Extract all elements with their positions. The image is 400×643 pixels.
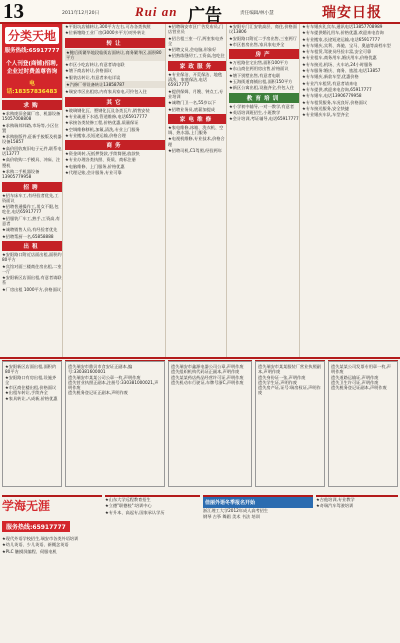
ad-item: ★专业搬家,长途短途运输,电话65917777 (302, 36, 380, 42)
ad-item: ★厂房出租 1000平方,价格面议 (2, 286, 61, 292)
notice-item: 遗失税务登记证正副本,声明作废 (68, 390, 128, 396)
language-school-banner: 佳丽外语冬季报名开始 (203, 497, 313, 508)
section-title: 广告 (188, 6, 222, 25)
ad-item: ★塘下别墅出售,有意者电联 (229, 72, 281, 78)
column-1 (2, 24, 63, 357)
notice-item: 遗失身份证一张,声明作废 (258, 374, 306, 380)
ad-item: ★玉海街道商铺出租,面积150平方 (229, 79, 293, 85)
ad-item: ★专升本、高起专,国家承认学历 (105, 509, 165, 515)
lower-column-5 (328, 360, 398, 493)
ad-item: ★专车接送服务,安全快捷 (302, 105, 349, 111)
notice-item: 遗失瑞安市鼎贝市食安证正副本,编号:330381600001 (68, 364, 133, 375)
category-header: 转让 (65, 38, 165, 48)
lower-column-4 (255, 360, 325, 493)
ad-item: ★鲍后街繁华地段临街店面转让,商务繁华区,面积80平方 (65, 49, 165, 62)
ad-item: ★塘下商店转让,价格面议 (65, 68, 112, 74)
ad-item: ★平阳坑店铺转让,300平方左右,可办各类执照 (65, 24, 151, 29)
notice-item: 遗失道路运输证,声明作废 (331, 374, 379, 380)
edition-name: Rui an (135, 4, 178, 19)
ad-item: ★招聘帮厨一名,65858888 (2, 233, 54, 239)
ad-item: 浙江理工大学2012年成人高考招生 (203, 508, 269, 513)
notice-item: 遗失税务登记证副本,声明作废 (331, 385, 387, 391)
ad-item: ★专车婚庆,宾利、奔驰、宝马、奥迪等高档车型 (302, 42, 391, 48)
education-column-3 (203, 495, 313, 643)
ad-item: ★专业婚庆车队,车型齐全 (302, 112, 349, 118)
ad-item: ★东山商住两用房出售,价格面议 (229, 66, 289, 72)
ad-item: ★承接各类装修工程,价格优惠,质量保证 (65, 120, 139, 126)
notice-item: 遗失营业执照正副本,注册号:330381000021,声明作废 (68, 379, 159, 391)
notice-box (2, 361, 62, 487)
category-header: 家电维修 (168, 114, 226, 124)
ad-item: ★专车服务:婚庆、商务、旅游,电话13857 (302, 68, 381, 74)
ad-item: ★诚聘门卫一名,55岁以下 (168, 100, 217, 106)
ad-item: ★招聘瑞安市区广告发布员,门店营业员 (168, 24, 224, 35)
section-divider (0, 357, 400, 359)
ad-item: ★安阳专门汇安装高层、商住,价格面议13806 (229, 24, 297, 35)
ad-item: ★求购废旧金属厂房、机器设备15057008808 (2, 111, 61, 122)
education-column-4 (316, 495, 398, 643)
ad-item: ★提供保姆、月嫂、钟点工,专业培训 (168, 88, 224, 99)
ad-item: ★高价收购二手模具、冲床、注塑机 (2, 157, 61, 168)
ad-item: ★会计培训,考证辅导,电话65917777 (229, 116, 299, 122)
lower-column-3 (168, 360, 252, 493)
ad-item: ★小学初中辅导,一对一教学,有意者 (229, 103, 295, 109)
ad-item: 钢琴 古筝 舞蹈 美术 书法 培训 (203, 514, 260, 520)
ad-item: ★家具转让,八成新,价格优惠 (5, 395, 58, 401)
notice-box (328, 361, 398, 487)
category-header: 求购 (2, 100, 62, 110)
ad-item: ★招服装厂车工,熟手,工资高,有意者 (2, 215, 60, 227)
ad-item: ★服装店转让,有意者来电详谈 (65, 74, 121, 80)
ad-item: ★安阳新区店面出租,有意者请联系 (2, 275, 62, 286)
ad-item: ★吉他培训,专业教学 (316, 497, 355, 502)
ad-item: ★玻璃钢化瓦、塑钢化瓦及各类瓦片,销售安装 (65, 107, 150, 113)
ad-item: ★现代外语学校招生,瑞安市各类外语培训 (2, 536, 79, 541)
ad-item: ★位新塘路工业厂房(3000多平方)对外转让 (65, 30, 146, 36)
ad-item: ★专业汽车租赁,有意者请来电 (302, 80, 358, 86)
ad-item: ★万松路住宅出售,面积100平方 (229, 60, 289, 66)
ad-item: ★安阳路口有房出租,设施齐全 (5, 374, 57, 385)
ad-item: ★瑞安市区出租房,内有家具家电,可拎包入住 (65, 89, 147, 95)
ad-item: ★专业租车,商务用车,婚庆用车,价格优惠 (302, 55, 377, 61)
ad-item: ★安阳新区店面出租,面积约80平方 (5, 364, 57, 375)
ad-item: ★招聘业务员,底薪加提成 (168, 106, 215, 112)
ad-item: ★市区小吃店转让,有意者请电联 (65, 62, 125, 68)
ad-item: ★奇瑞汽车驾驶培训 (316, 503, 354, 509)
column-4 (229, 24, 300, 357)
notice-item: 遗失组织机构代码证正副本,声明作废 (171, 369, 240, 375)
notice-item: 遗失某某公司发票专用章一枚,声明作废 (331, 364, 391, 375)
ad-item: ★专车租赁,驾驶员经验丰富,安全可靠 (302, 49, 372, 55)
ad-item: ★英语培训班招生,小班教学 (229, 109, 281, 115)
promo-slogan: 个人刊登(商铺)招聘,企业过时费盖尊咨询 (6, 61, 58, 75)
ad-item: ★招车床车工,有经验者优先,工资面议 (2, 192, 59, 203)
notice-item: 遗失瑞安市鑫源电器公司公章,声明作废 (171, 364, 244, 369)
ad-item: ★幼儿英语、少儿英语、新概念英语 (2, 542, 69, 548)
education-column-2 (105, 495, 200, 643)
notice-box (65, 361, 165, 487)
promo-service: 服务热线:65917777 (4, 48, 60, 54)
ad-item: ★诚聘销售人员,有经验者优先 (2, 227, 58, 233)
ad-item: ★电脑维修、上门服务,价格优惠 (65, 163, 125, 169)
ad-item: ★高价回收废旧电子元件,联系电话13777 (2, 145, 62, 157)
ad-item: ★立德"职德校":培训中心 (105, 503, 152, 509)
ad-item: ★专业办理各类执照、资质、商标注册 (65, 157, 136, 163)
ad-item: ★PLC 触摸屏编程、伺服电机 (2, 548, 57, 554)
ad-item: ★招聘普通操作工,男女不限,包吃住,电话65917777 (2, 204, 59, 215)
lower-column-1 (2, 360, 62, 493)
ad-item: ★空调维修移机,加氟,清洗,专业上门服务 (65, 126, 140, 132)
ad-item: ★求购二手机器设备 13905779958 (2, 168, 40, 180)
ad-item: ★招熟练缝纫工,工资高,包吃住 (168, 53, 225, 59)
ad-item: ★专车提供婚礼用车,价格优惠,欢迎来电咨询 (302, 30, 384, 36)
category-header: 出租 (2, 241, 62, 251)
promo-tel: 电话:18357836483 (6, 81, 58, 95)
ad-item: ★新区公寓出租,设施齐全,拎包入住 (229, 85, 295, 91)
ad-item: ★专车接送,机场、火车站,24小时服务 (302, 61, 373, 67)
category-header: 招聘 (2, 182, 62, 192)
ad-item: ★专车婚车,电话13906779958 (302, 93, 362, 99)
category-header: 家政服务 (168, 61, 226, 71)
category-header: 教育培训 (229, 93, 299, 103)
notice-item: 遗失瑞安市某某公司公章一枚,声明作废 (68, 374, 141, 380)
ad-item: ★出租车转让,手续齐全 (5, 390, 48, 396)
notice-item: 遗失房产证,证号:瑞房权证,声明作废 (258, 385, 321, 396)
ad-item: ★汽修厂带设备转让13858787 (65, 81, 165, 88)
ad-item: ★安阳路口附近二手房出售,三室两厅 (229, 35, 297, 41)
ad-item: ★市区商住楼出租,价格面议 (5, 385, 57, 391)
ad-item: ★市区套房出售,家具家电齐全 (229, 41, 285, 47)
ad-item: ★专车提供,欢迎来电咨询,65917777 (302, 86, 372, 92)
notice-item: 遗失瑞安市某某服装厂营业执照副本,声明作废 (258, 364, 321, 375)
ad-item: ★专车婚庆,新款车型,优惠价格 (302, 74, 359, 80)
category-header: 房产 (229, 49, 299, 59)
ad-item: ★专业搬家,长短途运输,价格合理 (65, 132, 126, 138)
education-section-title: 学海无涯 (2, 499, 51, 513)
ad-item: ★招聘司机,C1驾照,经验两年 (168, 148, 222, 154)
ad-item: ★招聘文员,会电脑,形象好 (168, 47, 217, 53)
lower-column-2 (65, 360, 165, 493)
ad-item: ★安阳路口附近店面出租,面积约80平方 (2, 251, 62, 263)
ad-item: ★专车租赁服务,车况良好,价格面议 (302, 99, 368, 105)
page-header (0, 0, 400, 24)
ad-item: ★代理记账,会计服务,专业可靠 (65, 170, 122, 176)
column-3 (168, 24, 227, 357)
editor-credit: 责任编辑/林小慧 (240, 11, 274, 16)
ad-item: ★招合租三室一厅,两室家电齐全 (168, 35, 224, 46)
ad-item: ★求购胶版件,征新手胶版及机器设备15857 (2, 134, 62, 145)
ad-item: ★家电维修,冰箱、洗衣机、空调、热水器,上门服务 (168, 124, 224, 136)
column-5 (302, 24, 398, 357)
education-service-tel: 服务热线:65917777 (2, 521, 70, 532)
ad-item: ★专车婚庆礼宾车,通讯电话13857708989 (302, 24, 383, 29)
notice-box (168, 361, 252, 487)
category-header: 其它 (65, 97, 165, 107)
education-column-1 (2, 495, 102, 643)
notice-item: 遗失某某药店药品经营许可证,声明作废 (171, 374, 244, 380)
classified-promo (2, 24, 62, 98)
notice-box (255, 361, 325, 487)
column-2 (65, 24, 166, 357)
ad-item: ★山东大学远程教育招生 (105, 497, 151, 502)
ad-item: ★求购瑞邦邦路,市场等,小区位置 (2, 122, 59, 133)
promo-title: 分类天地 (5, 27, 59, 44)
newspaper-brand: 瑞安日报 (322, 5, 382, 21)
ad-item: ★电视机维修,专业技术,价格合理 (168, 136, 225, 147)
notice-item: 遗失学生证,声明作废 (258, 379, 298, 385)
page-number: 13 (3, 0, 24, 23)
category-header: 商务 (65, 140, 165, 150)
issue-date: 2011年12月20日 (62, 11, 100, 16)
notice-item: 遗失机动车行驶证,车牌号浙C,声明作废 (171, 379, 244, 385)
ad-item: ★资金周转,无抵押贷款,手续简便,放款快 (65, 151, 140, 157)
ad-item: ★宾馆对面三楼商住房出租,二室一厅 (2, 263, 62, 274)
notice-item: 遗失卫生许可证,声明作废 (331, 379, 379, 385)
ad-item: ★专业保洁、开荒保洁、地毯清洗、家庭保洁,电话65917777 (168, 71, 223, 88)
ad-item: ★专业疏通下水道,管道维修,电话65917777 (65, 113, 148, 119)
